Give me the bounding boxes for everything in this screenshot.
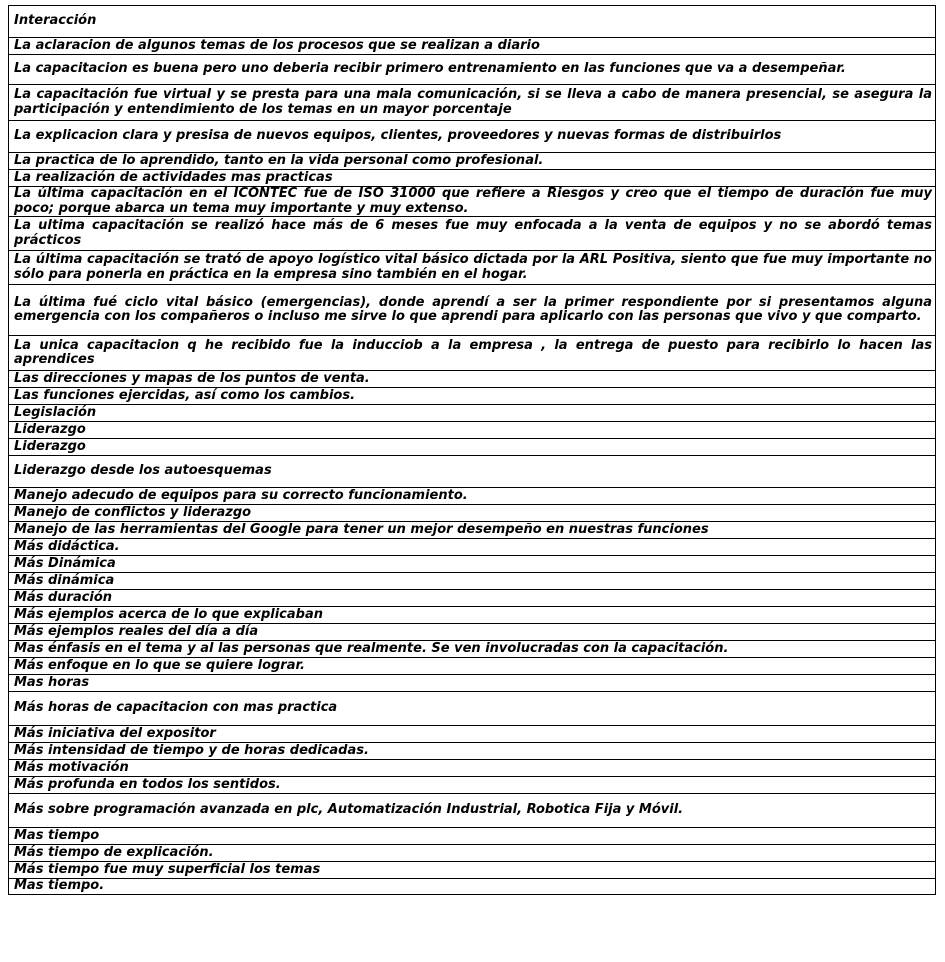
table-row bbox=[8, 640, 936, 657]
row-text: Mas tiempo. bbox=[14, 878, 105, 894]
row-text: Más sobre programación avanzada en plc, Automatización Industrial, Robotica Fija y Móvil. bbox=[14, 802, 684, 818]
table-row bbox=[8, 370, 936, 387]
table-row bbox=[8, 487, 936, 504]
row-text: Más tiempo fue muy superficial los temas bbox=[14, 861, 321, 877]
table-row bbox=[8, 555, 936, 572]
table-row bbox=[8, 657, 936, 674]
table-row bbox=[8, 589, 936, 606]
table-row bbox=[8, 284, 936, 335]
table-row bbox=[8, 84, 936, 120]
table-row bbox=[8, 538, 936, 555]
row-text: La capacitacion es buena pero uno deberia recibir primero entrenamiento en las funciones que va a desempeñar. bbox=[14, 61, 846, 77]
row-text: Mas horas bbox=[14, 674, 90, 690]
table-row bbox=[8, 827, 936, 844]
table-row bbox=[8, 759, 936, 776]
row-text: Manejo de conflictos y liderazgo bbox=[14, 504, 252, 520]
row-text: Liderazgo bbox=[14, 421, 86, 437]
row-text: La última capacitación en el ICONTEC fue de ISO 31000 que refiere a Riesgos y creo que el tiempo de duración fue muy poco; porque abarca un tema muy importante y muy extenso. bbox=[14, 186, 932, 216]
row-text: Liderazgo desde los autoesquemas bbox=[14, 463, 272, 479]
row-text: Las funciones ejercidas, así como los cambios. bbox=[14, 387, 356, 403]
responses-table bbox=[8, 5, 936, 895]
row-text: Más tiempo de explicación. bbox=[14, 844, 214, 860]
table-row bbox=[8, 742, 936, 759]
row-text: Más motivación bbox=[14, 759, 129, 775]
row-text: Más Dinámica bbox=[14, 555, 116, 571]
row-text: La explicacion clara y presisa de nuevos equipos, clientes, proveedores y nuevas formas de distribuirlos bbox=[14, 128, 782, 144]
row-text: Más ejemplos acerca de lo que explicaban bbox=[14, 606, 323, 622]
row-text: Más ejemplos reales del día a día bbox=[14, 623, 259, 639]
table-row bbox=[8, 421, 936, 438]
table-row bbox=[8, 844, 936, 861]
row-text: La unica capacitacion q he recibido fue la inducciob a la empresa , la entrega de puesto para recibirlo lo hacen las aprendices bbox=[14, 337, 932, 367]
table-row bbox=[8, 5, 936, 37]
table-row bbox=[8, 54, 936, 84]
table-row bbox=[8, 335, 936, 370]
row-text: Liderazgo bbox=[14, 438, 86, 454]
table-row bbox=[8, 387, 936, 404]
table-row bbox=[8, 404, 936, 421]
row-text: Interacción bbox=[14, 13, 97, 29]
table-row bbox=[8, 521, 936, 538]
row-text: La última fué ciclo vital básico (emergencias), donde aprendí a ser la primer respondiente por si presentamos alguna emergencia con los compañeros o incluso me sirve lo que aprendi para aplicarlo con las personas que vivo y que comparto. bbox=[14, 294, 932, 324]
row-text: La aclaracion de algunos temas de los procesos que se realizan a diario bbox=[14, 37, 540, 53]
row-text: La practica de lo aprendido, tanto en la vida personal como profesional. bbox=[14, 152, 544, 168]
row-text: Manejo adecudo de equipos para su correcto funcionamiento. bbox=[14, 487, 468, 503]
row-text: Manejo de las herramientas del Google para tener un mejor desempeño en nuestras funciones bbox=[14, 521, 709, 537]
table-row bbox=[8, 691, 936, 725]
row-text: Más horas de capacitacion con mas practica bbox=[14, 700, 338, 716]
table-row bbox=[8, 152, 936, 169]
table-row bbox=[8, 861, 936, 878]
table-row bbox=[8, 793, 936, 827]
table-row bbox=[8, 623, 936, 640]
table-row bbox=[8, 878, 936, 895]
table-row bbox=[8, 216, 936, 250]
row-text: La realización de actividades mas practicas bbox=[14, 169, 333, 185]
row-text: Más dinámica bbox=[14, 572, 115, 588]
table-row bbox=[8, 776, 936, 793]
row-text: Mas énfasis en el tema y al las personas que realmente. Se ven involucradas con la capacitación. bbox=[14, 640, 729, 656]
row-text: Más enfoque en lo que se quiere lograr. bbox=[14, 657, 305, 673]
table-row bbox=[8, 186, 936, 216]
row-text: Las direcciones y mapas de los puntos de venta. bbox=[14, 370, 370, 386]
table-row bbox=[8, 572, 936, 589]
table-row bbox=[8, 120, 936, 152]
table-row bbox=[8, 455, 936, 487]
table-row bbox=[8, 504, 936, 521]
row-text: Más intensidad de tiempo y de horas dedicadas. bbox=[14, 742, 369, 758]
row-text: La última capacitación se trató de apoyo logístico vital básico dictada por la ARL Positiva, siento que fue muy importante no sólo para ponerla en práctica en la empresa sino también en el hogar. bbox=[14, 252, 932, 282]
table-row bbox=[8, 725, 936, 742]
row-text: Más profunda en todos los sentidos. bbox=[14, 776, 281, 792]
row-text: Más duración bbox=[14, 589, 113, 605]
row-text: La ultima capacitación se realizó hace más de 6 meses fue muy enfocada a la venta de equipos y no se abordó temas prácticos bbox=[14, 218, 932, 248]
table-row bbox=[8, 37, 936, 54]
row-text: Legislación bbox=[14, 404, 97, 420]
table-row bbox=[8, 169, 936, 186]
row-text: Más didáctica. bbox=[14, 538, 120, 554]
table-row bbox=[8, 674, 936, 691]
table-row bbox=[8, 438, 936, 455]
row-text: Mas tiempo bbox=[14, 827, 100, 843]
row-text: La capacitación fue virtual y se presta para una mala comunicación, si se lleva a cabo de manera presencial, se asegura la participación y entendimiento de los temas en un mayor porcentaje bbox=[14, 87, 932, 117]
row-text: Más iniciativa del expositor bbox=[14, 725, 216, 741]
table-row bbox=[8, 250, 936, 284]
table-row bbox=[8, 606, 936, 623]
